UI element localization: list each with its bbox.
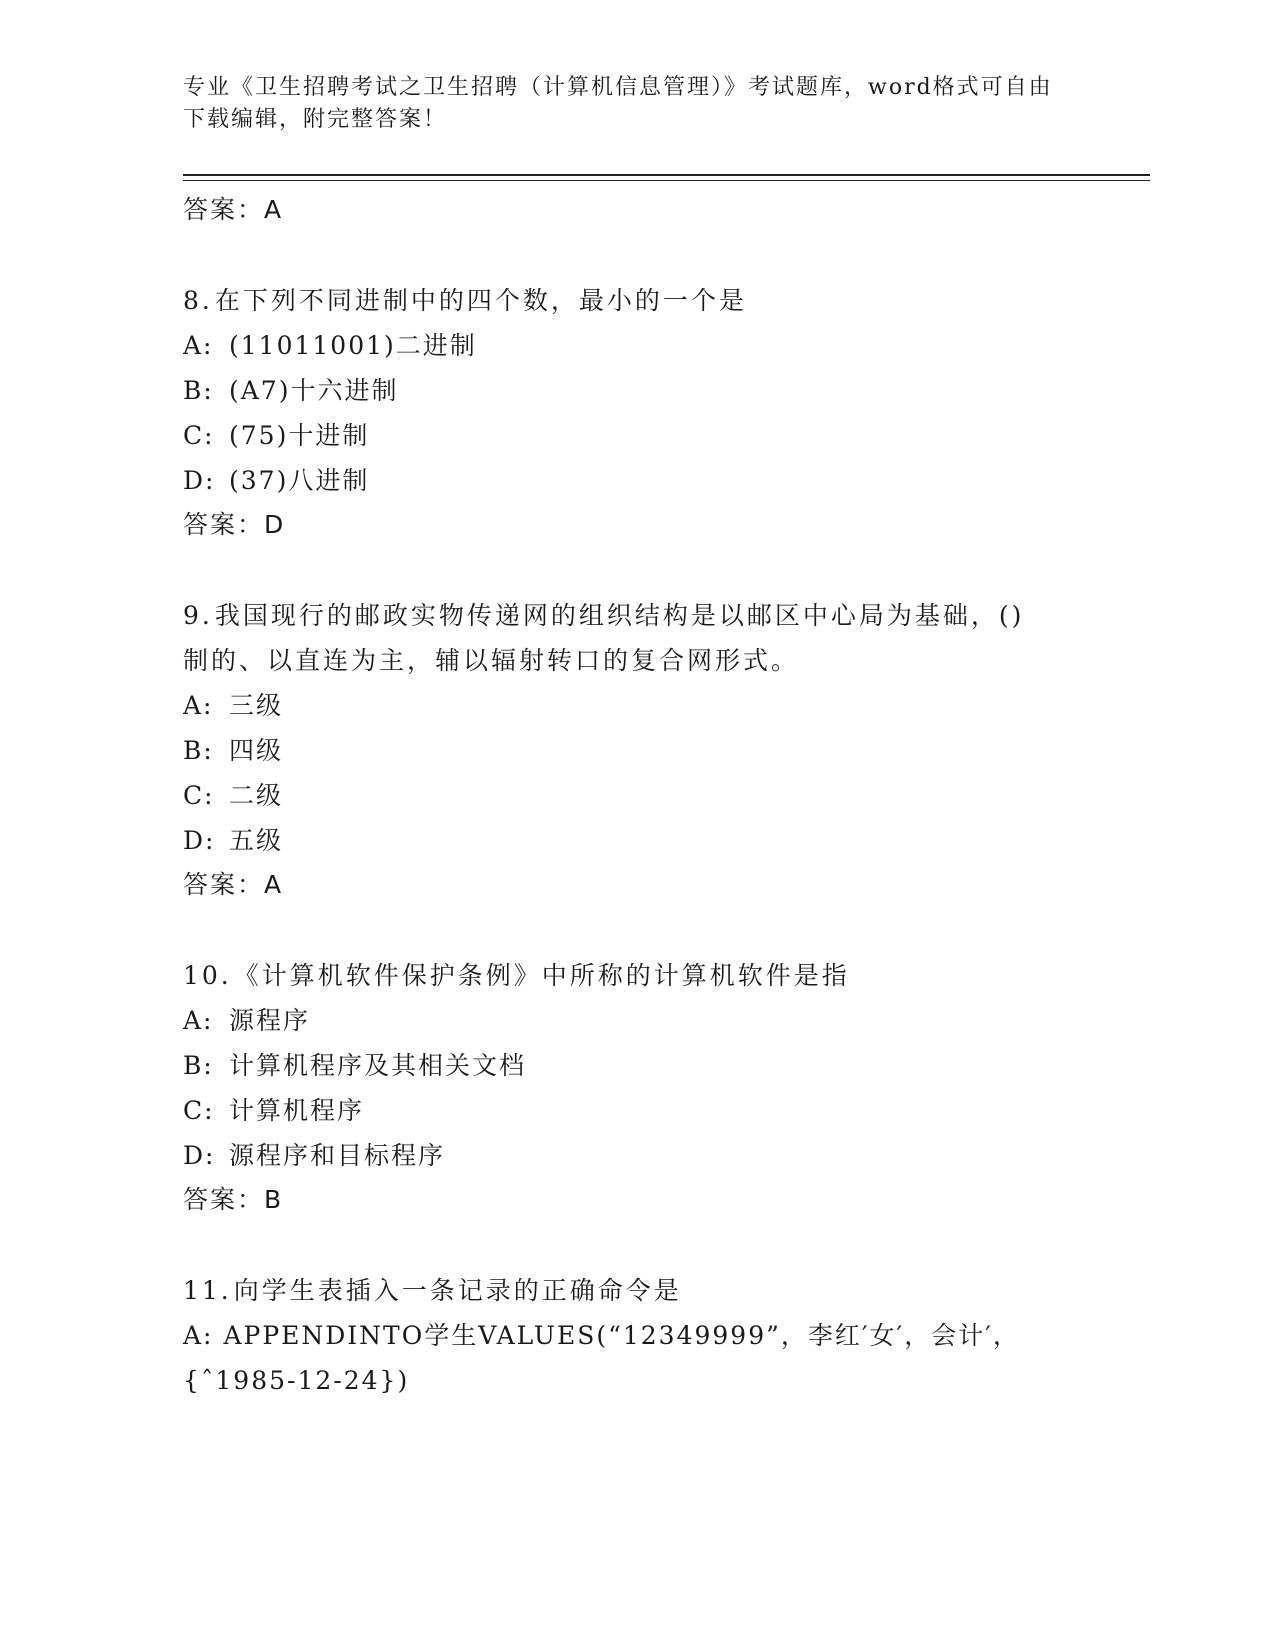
option-label: A: xyxy=(183,1321,214,1350)
option-text: 四级 xyxy=(229,736,284,765)
option-a xyxy=(183,1313,1043,1403)
spacer xyxy=(183,1222,1143,1268)
option-d xyxy=(183,1133,1143,1178)
option-text: APPENDINTO学生VALUES(“12349999”，李红′女′，会计′，{ˆ1985-12-24}) xyxy=(183,1321,1020,1395)
question-9 xyxy=(183,593,1043,683)
question-number: 8. xyxy=(183,286,213,315)
option-a xyxy=(183,323,1143,368)
spacer xyxy=(183,547,1143,593)
option-c xyxy=(183,1088,1143,1133)
option-c xyxy=(183,773,1143,818)
question-number: 10. xyxy=(183,961,232,990)
question-text: 在下列不同进制中的四个数，最小的一个是 xyxy=(214,286,747,315)
option-a xyxy=(183,998,1143,1043)
question-8 xyxy=(183,278,1043,323)
option-text: 源程序和目标程序 xyxy=(229,1141,446,1170)
option-d xyxy=(183,458,1143,503)
spacer xyxy=(183,232,1143,278)
option-text: (75)十进制 xyxy=(229,421,370,450)
option-label: C: xyxy=(183,1096,215,1125)
option-text: 计算机程序 xyxy=(229,1096,365,1125)
option-c xyxy=(183,413,1143,458)
option-b xyxy=(183,728,1143,773)
document-header: 专业《卫生招聘考试之卫生招聘（计算机信息管理）》考试题库，word格式可自由下载编辑，附完整答案！ xyxy=(183,75,1053,132)
option-text: 源程序 xyxy=(229,1006,311,1035)
option-label: B: xyxy=(183,376,214,405)
header-divider-thin xyxy=(183,180,1150,181)
option-label: D: xyxy=(183,466,216,495)
question-text: 我国现行的邮政实物传递网的组织结构是以邮区中心局为基础，()制的、以直连为主，辅以辐射转口的复合网形式。 xyxy=(183,601,1025,675)
answer: 答案：D xyxy=(183,510,286,539)
option-label: D: xyxy=(183,1141,216,1170)
answer: 答案：A xyxy=(183,870,284,899)
option-label: A: xyxy=(183,691,214,720)
option-text: 二级 xyxy=(229,781,284,810)
option-text: (A7)十六进制 xyxy=(229,376,399,405)
option-label: A: xyxy=(183,1006,214,1035)
answer: 答案：B xyxy=(183,1185,284,1214)
option-a xyxy=(183,683,1143,728)
question-text: 向学生表插入一条记录的正确命令是 xyxy=(233,1276,682,1305)
question-number: 11. xyxy=(183,1276,232,1305)
option-label: C: xyxy=(183,421,215,450)
question-11 xyxy=(183,1268,1043,1313)
question-text: 《计算机软件保护条例》中所称的计算机软件是指 xyxy=(233,961,850,990)
option-text: 三级 xyxy=(229,691,284,720)
option-text: 计算机程序及其相关文档 xyxy=(229,1051,527,1080)
question-number: 9. xyxy=(183,601,213,630)
spacer xyxy=(183,907,1143,953)
option-d xyxy=(183,818,1143,863)
header-divider-thick xyxy=(183,174,1150,176)
option-label: C: xyxy=(183,781,215,810)
option-label: B: xyxy=(183,736,214,765)
option-label: D: xyxy=(183,826,216,855)
option-b xyxy=(183,1043,1143,1088)
option-text: (37)八进制 xyxy=(229,466,370,495)
question-list xyxy=(183,188,1143,1403)
option-b xyxy=(183,368,1143,413)
option-text: 五级 xyxy=(229,826,284,855)
option-label: A: xyxy=(183,331,214,360)
question-10 xyxy=(183,953,1043,998)
option-label: B: xyxy=(183,1051,214,1080)
option-text: (11011001)二进制 xyxy=(229,331,477,360)
previous-answer: 答案：A xyxy=(183,195,284,224)
